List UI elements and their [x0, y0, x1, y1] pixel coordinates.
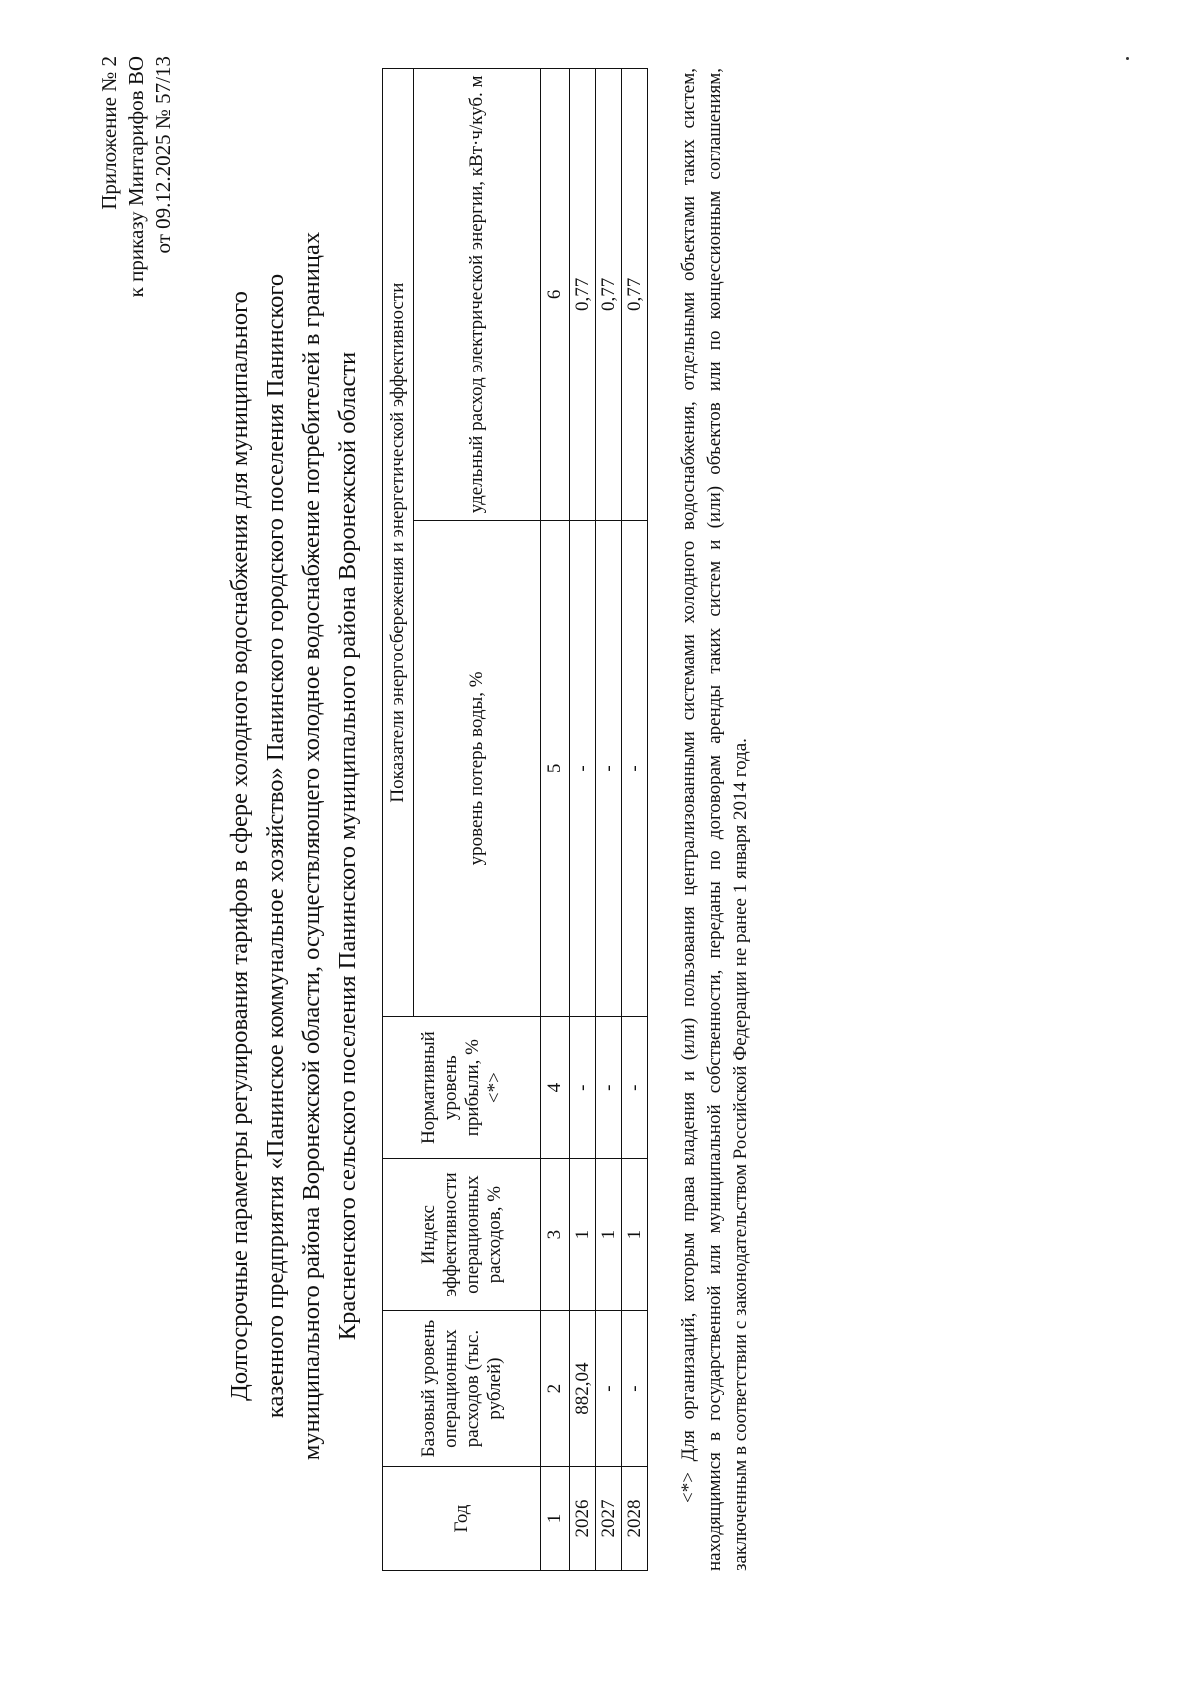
appendix-order-date: от 09.12.2025 № 57/13 [151, 56, 175, 254]
column-number: 5 [541, 520, 570, 1017]
title-line-2: казенного предприятия «Панинское коммунальное хозяйство» Панинского городского поселения Панинского [262, 273, 289, 1419]
cell-water-loss: - [596, 520, 622, 1017]
table-row [596, 69, 622, 1571]
header-energy-group: Показатели энергосбережения и энергетической эффективности [383, 69, 414, 1017]
header-water-loss: уровень потерь воды, % [414, 520, 541, 1017]
header-base-level: Базовый уровень операционных расходов (тыс. рублей) [383, 1311, 541, 1467]
cell-efficiency-index: 1 [622, 1159, 648, 1311]
cell-year: 2027 [596, 1467, 622, 1571]
header-electricity: удельный расход электрической энергии, кВт·ч/куб. м [414, 69, 541, 521]
column-number: 1 [541, 1467, 570, 1571]
column-number: 4 [541, 1017, 570, 1159]
header-efficiency-index: Индекс эффективности операционных расходов, % [383, 1159, 541, 1311]
title-line-1: Долгосрочные параметры регулирования тарифов в сфере холодного водоснабжения для муниципального [226, 291, 253, 1401]
header-profit-level: Нормативный уровень прибыли, % <*> [383, 1017, 541, 1159]
scan-speck [1126, 57, 1129, 60]
cell-efficiency-index: 1 [570, 1159, 596, 1311]
cell-electricity: 0,77 [596, 69, 622, 521]
cell-efficiency-index: 1 [596, 1159, 622, 1311]
cell-base-level: - [622, 1311, 648, 1467]
table-row [570, 69, 596, 1571]
cell-water-loss: - [570, 520, 596, 1017]
cell-electricity: 0,77 [570, 69, 596, 521]
header-year: Год [383, 1467, 541, 1571]
cell-year: 2028 [622, 1467, 648, 1571]
column-number: 6 [541, 69, 570, 521]
cell-profit-level: - [622, 1017, 648, 1159]
column-number: 3 [541, 1159, 570, 1311]
cell-profit-level: - [570, 1017, 596, 1159]
cell-year: 2026 [570, 1467, 596, 1571]
document-title [222, 146, 366, 1546]
appendix-order-ref: к приказу Минтарифов ВО [124, 56, 148, 298]
column-number-row [541, 69, 570, 1571]
appendix-header [96, 56, 177, 306]
cell-base-level: - [596, 1311, 622, 1467]
cell-profit-level: - [596, 1017, 622, 1159]
cell-water-loss: - [622, 520, 648, 1017]
cell-electricity: 0,77 [622, 69, 648, 521]
title-line-4: Красненского сельского поселения Панинского муниципального района Воронежской области [334, 351, 361, 1341]
table-row [622, 69, 648, 1571]
column-number: 2 [541, 1311, 570, 1467]
title-line-3: муниципального района Воронежской области, осуществляющего холодное водоснабжение потребителей в границах [298, 231, 325, 1461]
footnote: <*> Для организаций, которым права владения и (или) пользования централизованными системами холодного водоснабжения, отдельными объектами таких систем, находящимися в государственной или муниципальной собственности, переданы по договорам аренды таких систем и (или) объектов или по концессионным соглашениям, заключенным в соответствии с законодательством Российской Федерации не ранее 1 января 2014 года. [678, 68, 751, 1571]
parameters-table [382, 68, 648, 1571]
appendix-number: Приложение № 2 [97, 56, 121, 210]
cell-base-level: 882,04 [570, 1311, 596, 1467]
